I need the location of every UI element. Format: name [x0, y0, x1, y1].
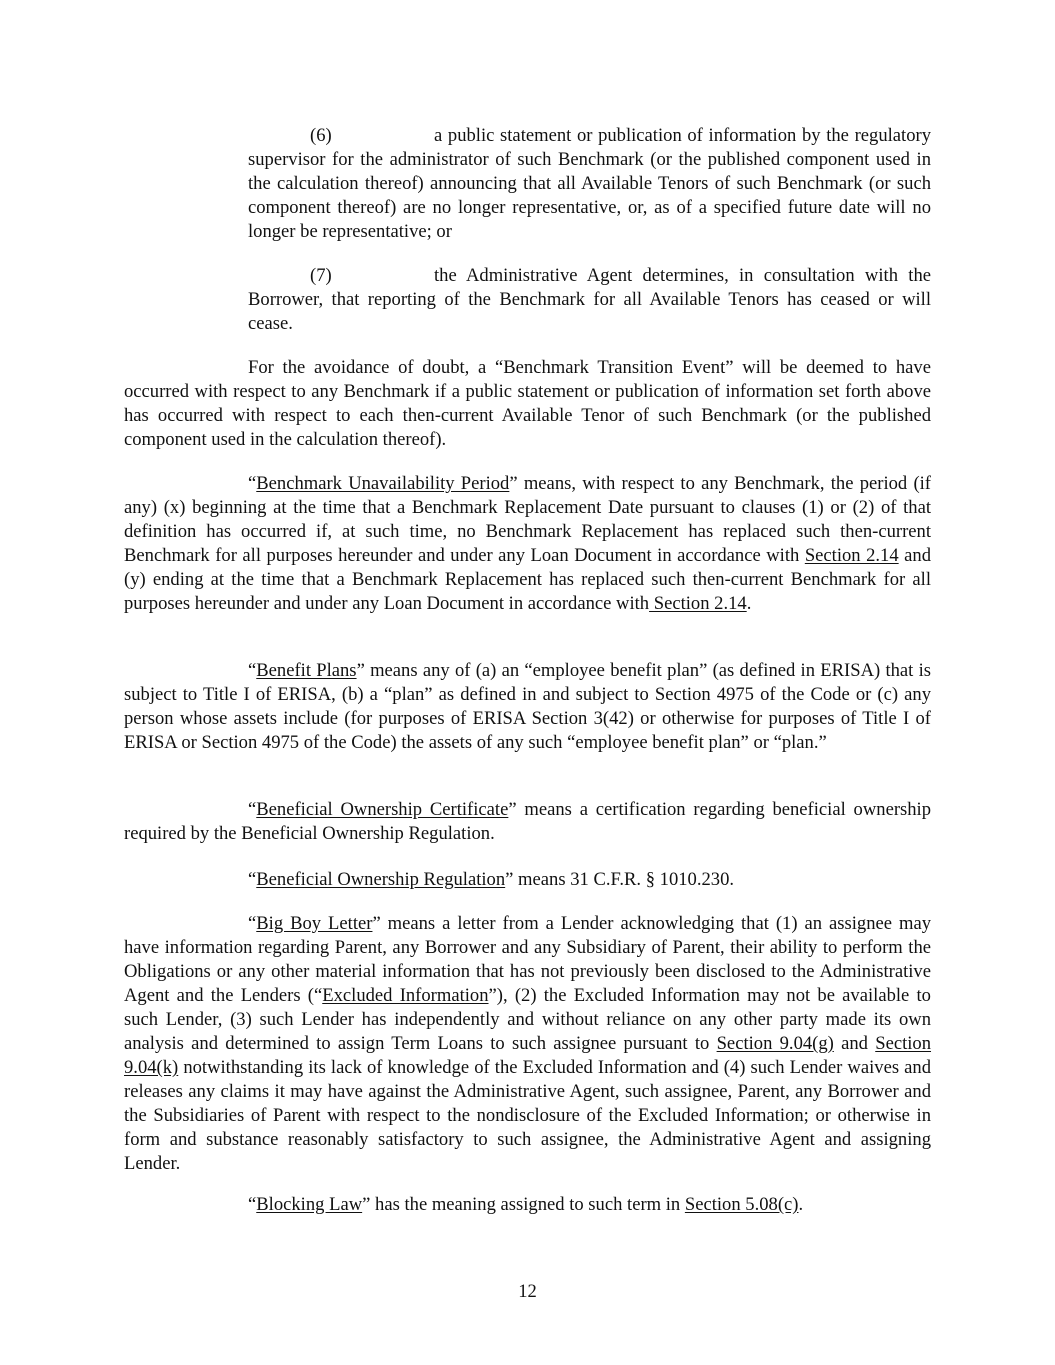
defined-term: Beneficial Ownership Certificate: [256, 799, 509, 820]
definition-text: ”), (2) the Excluded Information may not be available to such Lender, (3) such Lender has independently and without reliance on any other party made its own analysis and determined to assign Term Loans to such assignee pursuant to: [124, 985, 931, 1054]
definition-text: notwithstanding its lack of knowledge of the Excluded Information and (4) such Lender waives and releases any claims it may have against the Administrative Agent, such assignee, Parent, any Borrower and the Subsidiaries of Parent with respect to the nondisclosure of the Excluded Information; or otherwise in form and substance reasonably satisfactory to such assignee, the Administrative Agent and assigning Lender.: [124, 1057, 931, 1174]
defined-term: Benefit Plans: [256, 660, 357, 681]
list-number: (7): [310, 265, 332, 286]
open-quote: “: [248, 913, 257, 934]
avoidance-paragraph: [124, 356, 931, 452]
definition-text: and (y) ending at the time that a Benchmark Replacement has replaced such then-current Benchmark for all purposes hereunder and under any Loan Document in accordance with: [124, 545, 931, 614]
definition-text: and: [833, 1033, 876, 1054]
definition-text: ” means a certification regarding beneficial ownership required by the Beneficial Ownership Regulation.: [124, 799, 932, 844]
section-reference[interactable]: Section 2.14: [649, 593, 747, 614]
definition-text: ” means 31 C.F.R. § 1010.230.: [505, 869, 735, 890]
definition-beneficial-ownership-regulation: [124, 868, 931, 892]
section-reference[interactable]: Section 9.04(k): [124, 1033, 932, 1078]
definition-blocking-law: [124, 1193, 931, 1217]
section-reference[interactable]: Section 9.04(g): [716, 1033, 834, 1054]
list-item-7: [248, 264, 931, 336]
defined-term: Blocking Law: [256, 1194, 363, 1215]
definition-benefit-plans: [124, 659, 931, 755]
section-reference[interactable]: Section 2.14: [804, 545, 899, 566]
open-quote: “: [248, 1194, 257, 1215]
definition-text: ” means a letter from a Lender acknowledging that (1) an assignee may have information regarding Parent, any Borrower and any Subsidiary of Parent, their ability to perform the Obligations or any other material information that has not previously been disclosed to the Administrative Agent and the Lenders (“: [124, 913, 931, 1006]
open-quote: “: [248, 869, 257, 890]
defined-term: Beneficial Ownership Regulation: [256, 869, 506, 890]
definition-big-boy-letter: [124, 912, 931, 1176]
definition-text: ” has the meaning assigned to such term in: [362, 1194, 685, 1215]
definition-text: ” means any of (a) an “employee benefit plan” (as defined in ERISA) that is subject to Title I of ERISA, (b) a “plan” as defined in and subject to Section 4975 of the Code or (c) any person whose assets include (for purposes of ERISA Section 3(42) or otherwise for purposes of Title I of ERISA or Section 4975 of the Code) the assets of any such “employee benefit plan” or “plan.”: [124, 660, 932, 753]
definition-beneficial-ownership-certificate: [124, 798, 931, 846]
defined-term: Excluded Information: [322, 985, 489, 1006]
list-text: a public statement or publication of information by the regulatory supervisor for the administrator of such Benchmark (or the published component used in the calculation thereof) announcing that all Available Tenors of such Benchmark (or such component thereof) are no longer representative, or, as of a specified future date will no longer be representative; or: [248, 125, 931, 242]
definition-benchmark-unavailability-period: [124, 472, 931, 616]
defined-term: Benchmark Unavailability Period: [256, 473, 510, 494]
definition-text: .: [798, 1194, 804, 1215]
list-number: (6): [310, 125, 332, 146]
definition-text: ” means, with respect to any Benchmark, the period (if any) (x) beginning at the time that a Benchmark Replacement Date pursuant to clauses (1) or (2) of that definition has occurred if, at such time, no Benchmark Replacement has replaced such then-current Benchmark for all purposes hereunder and under any Loan Document in accordance with: [124, 473, 932, 566]
list-text: the Administrative Agent determines, in consultation with the Borrower, that reporting of the Benchmark for all Available Tenors has ceased or will cease.: [248, 265, 931, 334]
open-quote: “: [248, 799, 257, 820]
section-reference[interactable]: Section 5.08(c): [684, 1194, 799, 1215]
list-item-6: [248, 124, 931, 244]
paragraph-text: For the avoidance of doubt, a “Benchmark Transition Event” will be deemed to have occurred with respect to any Benchmark if a public statement or publication of information set forth above has occurred with respect to each then-current Available Tenor of such Benchmark (or the published component used in the calculation thereof).: [124, 357, 931, 450]
open-quote: “: [248, 473, 257, 494]
defined-term: Big Boy Letter: [256, 913, 373, 934]
page-number: 12: [518, 1281, 537, 1302]
open-quote: “: [248, 660, 257, 681]
definition-text: .: [746, 593, 752, 614]
